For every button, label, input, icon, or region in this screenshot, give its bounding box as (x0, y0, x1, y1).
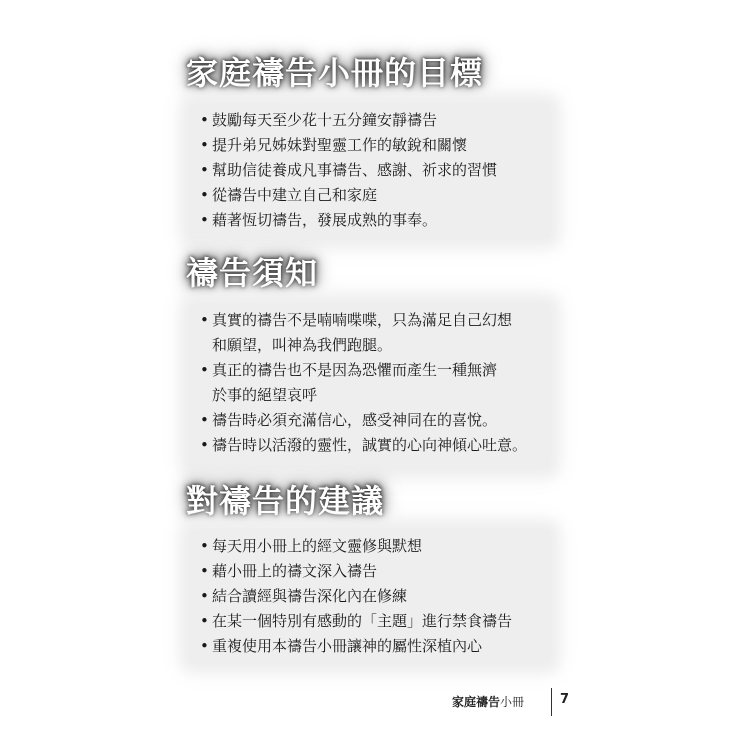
list-item-text: 提升弟兄姊妹對聖靈工作的敏銳和關懷 (212, 136, 468, 154)
list-item-text: 每天用小冊上的經文靈修與默想 (212, 537, 423, 555)
list-item (200, 133, 550, 158)
notes-list (190, 308, 550, 458)
list-item-text: 鼓勵每天至少花十五分鐘安靜禱告 (212, 111, 438, 129)
bullet-dot: • (200, 311, 209, 329)
list-item (200, 559, 550, 584)
bullet-dot: • (200, 161, 209, 179)
list-item-text: 從禱告中建立自己和家庭 (212, 186, 378, 204)
goals-list (190, 108, 550, 233)
bullet-dot: • (200, 436, 209, 454)
list-item-text: 和願望，叫神為我們跑腿。 (212, 336, 393, 354)
list-item (200, 158, 550, 183)
section-heading-suggestions: 對禱告的建議 (186, 482, 385, 520)
list-item-text: 藉著恆切禱告，發展成熟的事奉。 (212, 211, 438, 229)
list-item (200, 634, 550, 659)
bullet-dot: • (200, 587, 209, 605)
list-item (200, 534, 550, 559)
bullet-dot: • (200, 361, 209, 379)
bullet-dot: • (200, 562, 209, 580)
list-item (200, 358, 550, 408)
list-item-text: 真正的禱告也不是因為恐懼而產生一種無濟 (212, 361, 498, 379)
bullet-dot: • (200, 637, 209, 655)
list-item (200, 408, 550, 433)
list-item (200, 584, 550, 609)
footer-title-rest: 小冊 (500, 695, 525, 709)
notes-box (190, 304, 550, 468)
section-heading-notes: 禱告須知 (186, 254, 319, 292)
footer-book-title (452, 693, 524, 710)
list-item-text: 禱告時必須充滿信心，感受神同在的喜悅。 (212, 411, 498, 429)
list-item-text: 重複使用本禱告小冊讓神的屬性深植內心 (212, 637, 483, 655)
bullet-dot: • (200, 211, 209, 229)
bullet-dot: • (200, 411, 209, 429)
list-item (200, 208, 550, 233)
list-item (200, 609, 550, 634)
footer-title-bold: 家庭禱告 (452, 695, 501, 709)
list-item (200, 308, 550, 358)
list-item-text: 藉小冊上的禱文深入禱告 (212, 562, 378, 580)
bullet-dot: • (200, 612, 209, 630)
list-item-text: 結合讀經與禱告深化內在修練 (212, 587, 408, 605)
list-item-text: 禱告時以活潑的靈性，誠實的心向神傾心吐意。 (212, 436, 528, 454)
goals-box (190, 104, 550, 238)
list-item (200, 183, 550, 208)
list-item-text: 在某一個特別有感動的「主題」進行禁食禱告 (212, 612, 513, 630)
list-item (200, 108, 550, 133)
section-heading-goals: 家庭禱告小冊的目標 (186, 54, 484, 92)
bullet-dot: • (200, 136, 209, 154)
list-item-text: 幫助信徒養成凡事禱告、感謝、祈求的習慣 (212, 161, 498, 179)
list-item-text: 於事的絕望哀呼 (212, 386, 318, 404)
bullet-dot: • (200, 537, 209, 555)
list-item (200, 433, 550, 458)
suggestions-list (190, 534, 550, 659)
bullet-dot: • (200, 186, 209, 204)
bullet-dot: • (200, 111, 209, 129)
suggestions-box (190, 530, 550, 663)
list-item-text: 真實的禱告不是喃喃喋喋，只為滿足自己幻想 (212, 311, 513, 329)
page-number: 7 (560, 692, 570, 707)
footer-divider (551, 688, 552, 716)
